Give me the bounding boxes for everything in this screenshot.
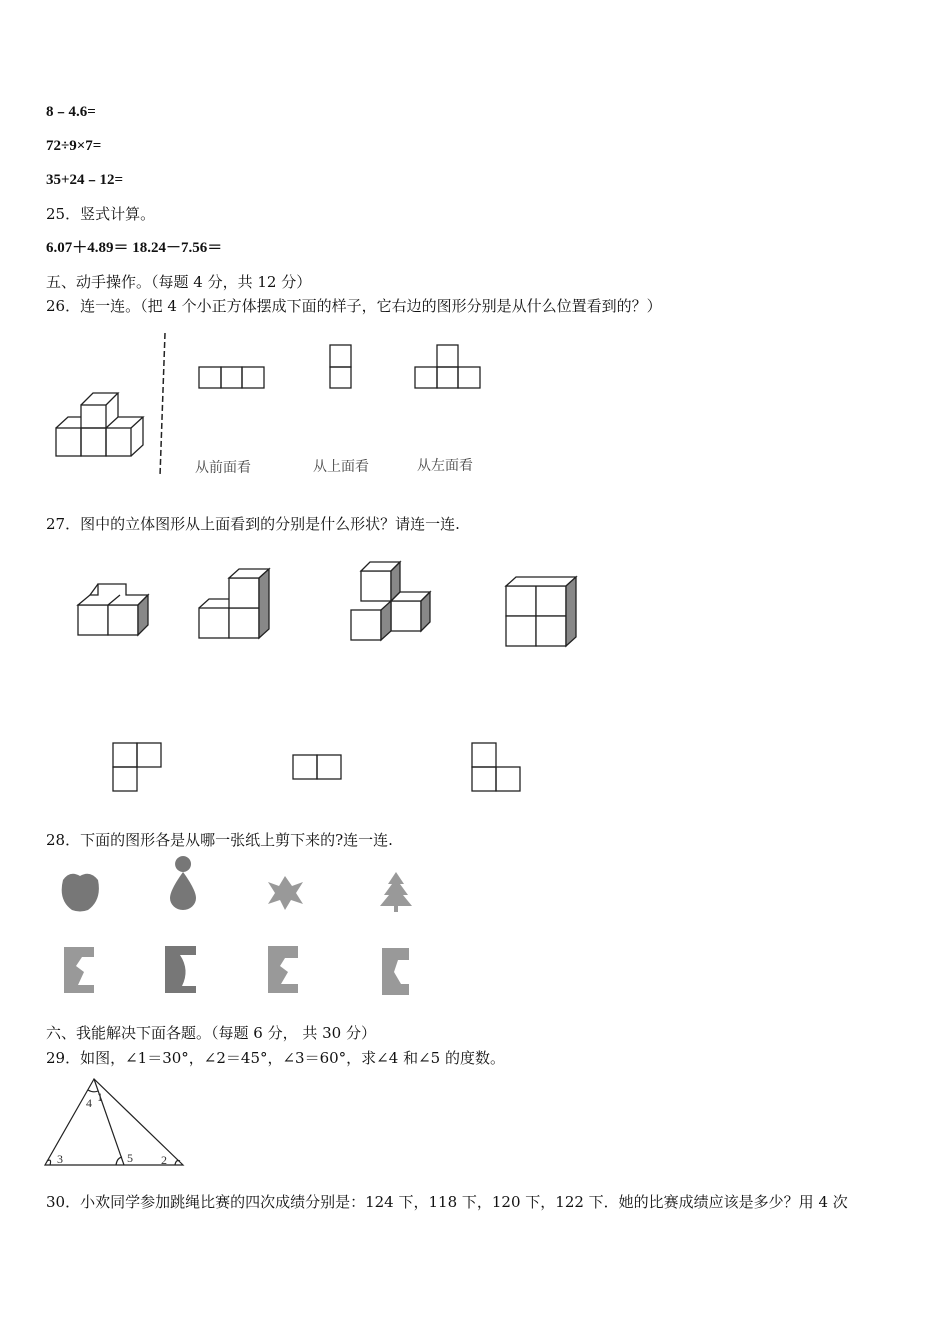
section-5-heading: 五、动手操作。（每题 4 分，共 12 分）	[46, 273, 312, 291]
angle-3-label: 3	[57, 1152, 63, 1166]
view-label-top: 从上面看	[313, 459, 369, 475]
question-27: 27．图中的立体图形从上面看到的分别是什么形状？请连一连.	[46, 515, 460, 533]
section-6-heading: 六、我能解决下面各题。（每题 6 分， 共 30 分）	[46, 1024, 376, 1042]
view-label-front: 从前面看	[195, 460, 251, 476]
angle-1-label: 1	[97, 1090, 103, 1104]
angle-4-label: 4	[86, 1096, 92, 1110]
question-25: 25．竖式计算。	[46, 205, 156, 223]
question-25-items: 6.07＋4.89＝ 18.24－7.56＝	[46, 240, 223, 256]
view-label-left: 从左面看	[417, 458, 473, 474]
angle-2-label: 2	[161, 1153, 167, 1167]
calc-line-1: 8﹣4.6=	[46, 104, 96, 120]
calc-line-3: 35+24﹣12=	[46, 172, 124, 188]
angle-5-label: 5	[127, 1151, 133, 1165]
calc-line-2: 72÷9×7=	[46, 138, 102, 154]
question-28: 28．下面的图形各是从哪一张纸上剪下来的?连一连.	[46, 831, 393, 849]
question-30: 30．小欢同学参加跳绳比赛的四次成绩分别是：124 下，118 下，120 下，122 下．她的比赛成绩应该是多少？用 4 次	[46, 1193, 848, 1211]
question-29: 29．如图，∠1＝30°，∠2＝45°，∠3＝60°，求∠4 和∠5 的度数。	[46, 1049, 505, 1067]
question-26: 26．连一连。（把 4 个小正方体摆成下面的样子，它右边的图形分别是从什么位置看到的？）	[46, 297, 662, 315]
